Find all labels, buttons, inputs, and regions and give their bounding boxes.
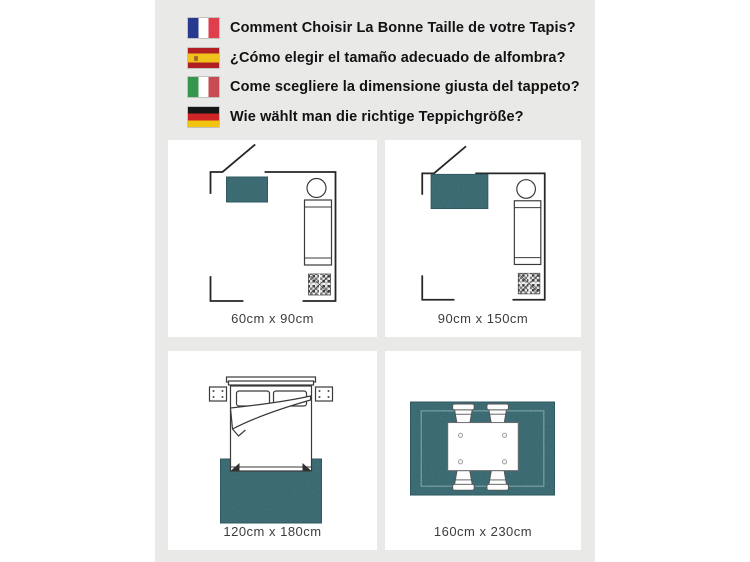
panel-rug-90x150 [385, 140, 581, 337]
console-table-icon [514, 201, 540, 265]
dining-table [448, 423, 519, 471]
header-title-french: Comment Choisir La Bonne Taille de votre Tapis? [230, 20, 576, 36]
language-header [188, 18, 580, 136]
panel-rug-60x90 [168, 140, 377, 337]
plant-basket-icon [518, 273, 540, 294]
nightstand-right [316, 387, 333, 401]
dining-top-view-svg [385, 351, 581, 550]
content-band [155, 0, 595, 562]
rug-size-label: 90cm x 150cm [437, 311, 529, 326]
room-floorplan-svg [168, 140, 377, 337]
rug-size-label: 60cm x 90cm [231, 311, 314, 326]
side-table-icon [307, 179, 326, 198]
panel-rug-160x230 [385, 351, 581, 550]
table-dot [502, 460, 506, 464]
header-row-italian [188, 77, 580, 97]
table-dot [502, 433, 506, 437]
plant-basket-icon [309, 274, 331, 295]
table-dot [458, 460, 462, 464]
table-dot [458, 433, 462, 437]
room-floorplan-svg [385, 140, 581, 337]
panel-rug-120x180 [168, 351, 377, 550]
rug-60x90 [227, 177, 268, 202]
header-title-italian: Come scegliere la dimensione giusta del tappeto? [230, 79, 580, 95]
france-flag-icon [188, 18, 219, 38]
header-row-spanish [188, 48, 580, 68]
rug-size-label: 160cm x 230cm [433, 524, 533, 539]
header-row-german [188, 107, 580, 127]
header-title-spanish: ¿Cómo elegir el tamaño adecuado de alfombra? [230, 49, 566, 66]
spain-flag-icon [188, 48, 219, 68]
bedroom-top-view-svg [168, 351, 377, 550]
nightstand-left [210, 387, 227, 401]
console-table-icon [305, 200, 332, 265]
germany-flag-icon [188, 107, 219, 127]
italy-flag-icon [188, 77, 219, 97]
header-row-french [188, 18, 580, 38]
headboard [227, 377, 316, 385]
side-table-icon [517, 180, 536, 199]
rug-size-label: 120cm x 180cm [223, 524, 322, 539]
rug-90x150 [431, 174, 488, 208]
header-title-german: Wie wählt man die richtige Teppichgröße? [230, 108, 524, 125]
